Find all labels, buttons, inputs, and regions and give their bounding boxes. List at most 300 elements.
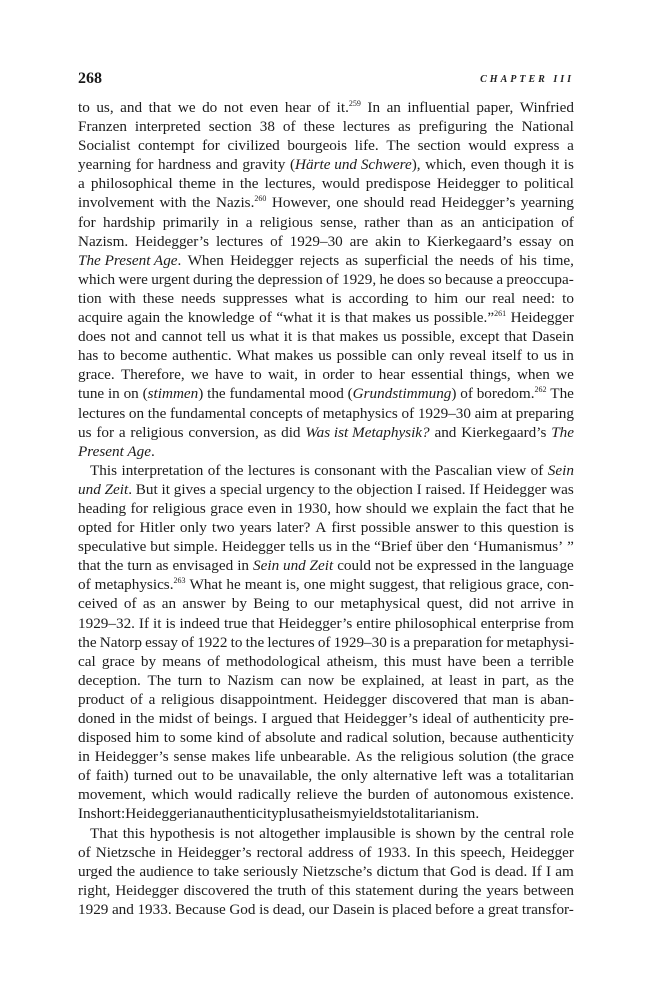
word: us [231,328,245,346]
page-header [78,70,574,90]
word: grace, [506,576,543,594]
word: to [295,595,308,613]
word: opted [78,519,112,537]
text-line [78,671,574,690]
word: it [317,309,326,327]
word: Sein und Zeit [253,557,334,575]
word: us, [96,99,114,116]
word: the [191,194,211,212]
word: involvement [78,194,154,212]
word: in [335,538,348,556]
word: is [259,900,270,918]
word: I [416,480,422,498]
word: tion [78,289,102,307]
word: our [313,595,335,613]
word: If [531,862,542,880]
word: and [434,423,457,441]
word: are [349,232,369,250]
word: National [521,118,574,136]
text-line [78,499,574,518]
word: and [111,900,134,918]
word: 1930, [296,499,332,517]
word: gravity [242,156,286,174]
word: 38 [259,118,275,136]
word: urgent [151,270,190,288]
word: in [107,385,120,403]
word: Kierkegaard’s [426,232,513,250]
word: does [78,328,106,346]
word: the [135,710,155,727]
word: which [151,786,189,804]
word: explained, [361,671,425,689]
word: hardness [158,156,212,174]
text-line [78,327,574,346]
text-line [78,480,574,499]
text-line [78,289,574,308]
word: fact [505,499,528,517]
word: In [415,843,429,861]
word: need: [522,289,556,307]
word: midst [158,710,193,727]
word: to [78,99,90,116]
word: that [344,309,368,327]
text-line [78,709,574,728]
word: for [116,519,135,537]
word: the [147,404,167,422]
word: the [434,251,454,269]
word: is [563,519,574,537]
word: we [190,366,209,384]
text-line [78,365,574,384]
word: tells [289,538,315,556]
word: lectures [267,633,315,651]
word: akin [375,232,402,250]
word: in [562,595,574,613]
word: lectures, [264,175,316,193]
word: so [428,270,442,288]
word: As [355,748,373,766]
word: Dasein [531,328,574,346]
word: Heidegger [323,690,387,708]
word: cal [78,652,96,670]
word: unbearable. [280,748,351,766]
word: Being [253,595,290,613]
text-line [78,862,574,881]
word: years [239,519,272,537]
word: for [202,137,220,155]
word: 1929–32. [78,614,135,632]
word: What [236,347,270,365]
word: during [193,270,233,288]
word: the [235,270,255,288]
word: only [179,519,207,537]
word: authenticity [207,805,279,823]
word: religious [449,576,503,594]
word: read [409,194,436,212]
word: the [480,824,500,842]
word: the [224,461,244,479]
word: tune [78,385,105,403]
word: enterprise [480,614,541,632]
word: is [400,824,411,842]
word: 1929 [78,900,109,918]
word: Nazis.$^{260}$ [216,194,267,212]
word: to [463,519,476,537]
word: not [234,824,255,842]
word: 1929–30 [333,633,387,651]
word: now [308,671,335,689]
text-line [78,384,574,403]
word: before [435,900,475,918]
word: sense, [320,213,357,231]
word: the [351,538,371,556]
word: for [78,213,96,231]
word: Heidegger [510,843,574,861]
word: the [343,786,363,804]
word: plus [278,805,305,823]
word: I [261,710,267,727]
word: is [296,328,308,346]
word: ‘Humanismus’ [472,538,564,556]
word: of [130,690,143,708]
word: disposed [78,729,132,747]
word: what [249,328,279,346]
word: for [485,633,504,651]
word: in [78,748,90,766]
word: speech, [460,843,506,861]
word: religious [259,213,313,231]
word: language [518,557,574,575]
word: methodological [225,652,321,670]
word: The [551,423,574,441]
word: of [326,270,339,288]
word: that [422,576,446,594]
word: itself [491,347,522,365]
word: not [110,328,131,346]
word: section [208,118,252,136]
word: which, [425,156,467,174]
word: be [398,557,413,575]
word: great [487,900,519,918]
word: one [303,576,326,594]
word: is [390,633,401,651]
word: with [159,194,187,212]
word: first [331,519,356,537]
word: in [119,710,132,727]
word: civilized [227,137,280,155]
text-line [78,232,574,251]
word: how [335,499,362,517]
word: quest, [426,595,463,613]
word: our [308,900,330,918]
word: rather [364,213,400,231]
word: from [544,614,574,632]
text-line [78,308,574,327]
word: us [318,538,332,556]
word: what [294,289,325,307]
word: on [128,404,145,422]
word: possible [336,347,387,365]
word: den [447,538,469,556]
word: Dasein [332,900,375,918]
word: it [153,614,162,632]
word: superficial [364,251,429,269]
word: relieve [296,786,338,804]
word: absolute [265,729,316,747]
word: life. [354,137,379,155]
word: that [78,557,101,575]
text-line [78,193,574,212]
word: Heidegger’s [94,748,169,766]
word: If [138,614,150,632]
word: would [194,786,233,804]
word: (the [512,748,537,766]
word: an [460,213,475,231]
word: meant [244,576,282,594]
word: alternative [373,767,438,785]
word: tell [206,328,227,346]
word: to [163,729,176,747]
word: Present Age. [78,442,155,460]
word: dead. [494,862,528,880]
word: been [482,652,512,670]
word: hypothesis [149,824,215,842]
word: entire [356,614,391,632]
word: address [308,843,354,861]
word: metaphysi- [506,633,574,651]
word: the [207,385,226,403]
word: except [459,328,500,346]
word: at [501,404,513,422]
word: influential [407,99,470,116]
word: philosophical [90,175,173,193]
word: lectures [215,232,264,250]
word: answer [182,595,226,613]
word: years [486,881,519,899]
word: deception. [78,671,141,689]
word: must [411,652,442,670]
word: burden [367,786,410,804]
word: argued [271,710,313,727]
word: The Present Age. [78,251,182,269]
word: even [470,156,500,174]
word: this [480,519,503,537]
word: essential [411,366,464,384]
word: makes [372,309,412,327]
text-line [78,442,574,461]
word: of [317,99,331,116]
word: needs [181,289,216,307]
word: is [299,461,310,479]
word: explain [433,499,478,517]
text-line [78,461,574,480]
word: as [440,213,454,231]
word: and [120,99,143,116]
word: view [496,461,527,479]
word: a [78,175,85,193]
word: to [249,366,262,384]
word: predispose [365,175,431,193]
word: acquire [78,309,123,327]
word: have [447,652,477,670]
word: 1929, [341,270,377,288]
word: possible.”$^{261}$ [433,309,507,327]
word: in [562,347,574,365]
word: Heidegger [230,251,294,269]
word: some [180,729,213,747]
word: least [448,671,477,689]
word: a [477,900,485,918]
word: the [104,557,124,575]
word: knowledge [187,309,255,327]
word: the [462,881,482,899]
word: of [207,461,221,479]
word: interpreted [134,118,201,136]
word: lectures [78,404,126,422]
text-line [78,614,574,633]
word: grace [540,748,574,766]
body-text [78,98,574,919]
word: the [334,480,353,498]
word: it [283,328,293,346]
word: turn [177,671,203,689]
word: of [78,843,91,861]
word: answer [415,519,459,537]
word: on [123,385,139,403]
word: disappointment. [220,690,318,708]
word: and [134,328,157,346]
word: discovered [183,881,250,899]
text-line [78,690,574,709]
word: of [460,385,473,403]
word: Therefore, [120,366,185,384]
word: time, [543,251,574,269]
word: In [78,805,91,823]
word: discovered [392,690,459,708]
word: Heidegger [436,175,501,193]
word: God [229,900,256,918]
word: might [329,576,366,594]
text-line [78,728,574,747]
word: to [506,175,518,193]
word: the [377,748,396,766]
word: essay [518,232,552,250]
word: a [496,270,504,288]
word: part, [501,671,530,689]
word: us [543,347,558,365]
word: (Grundstimmung) [347,385,457,403]
word: turned [133,767,173,785]
word: Heidegger [510,309,574,327]
word: of [311,881,324,899]
word: the [164,309,184,327]
word: fundamental [229,385,306,403]
word: religious [152,499,206,517]
word: can [391,347,413,365]
text-line [78,900,574,919]
text-line [78,766,574,785]
word: the [116,862,136,880]
word: in [480,557,493,575]
word: even [249,99,279,116]
word: is [330,309,341,327]
word: the [555,671,574,689]
word: these [142,289,174,307]
word: to [230,633,243,651]
page-number: 268 [78,70,102,87]
word: express [513,137,560,155]
word: of [248,729,261,747]
text-line [78,594,574,613]
word: in [221,175,234,193]
word: of [401,404,415,422]
word: things, [469,366,511,384]
word: in [304,366,317,384]
word: hear [284,99,311,116]
word: a [496,767,503,785]
word: aim [474,404,498,422]
word: the [245,633,265,651]
word: did [468,595,489,613]
text-line [78,346,574,365]
word: However, [271,194,331,212]
word: the [411,461,431,479]
text-line [78,843,574,862]
word: authenticity [473,710,545,727]
text-line [78,824,574,843]
word: yields [351,805,388,823]
word: should [363,194,405,212]
word: man [492,690,519,708]
word: suppresses [222,289,288,307]
word: the [317,767,336,785]
word: out [177,767,198,785]
word: Heidegger [483,480,547,498]
word: grace. [78,366,115,384]
word: can [280,671,302,689]
text-line [78,174,574,193]
word: of [500,251,513,269]
text-line [78,785,574,804]
word: I [545,862,551,880]
word: consonant [314,461,376,479]
word: of [259,309,272,327]
word: that [148,99,172,116]
word: was [550,480,574,498]
word: is [378,900,389,918]
text-line [78,747,574,766]
word: dead, [272,900,306,918]
word: a [118,423,126,441]
word: Heidegger [221,538,286,556]
word: This [90,461,118,479]
word: for [130,499,149,517]
word: that [423,862,446,880]
word: in [226,213,239,231]
word: Socialist [78,137,131,155]
word: preparing [515,404,574,422]
word: as [142,595,156,613]
word: life [255,748,276,766]
word: If [469,480,480,498]
word: con- [546,576,574,594]
word: as [535,671,549,689]
word: envisaged [172,557,234,575]
word: would [468,137,507,155]
word: not [494,595,515,613]
word: possible, [401,328,455,346]
running-head: CHAPTER III [480,74,574,85]
